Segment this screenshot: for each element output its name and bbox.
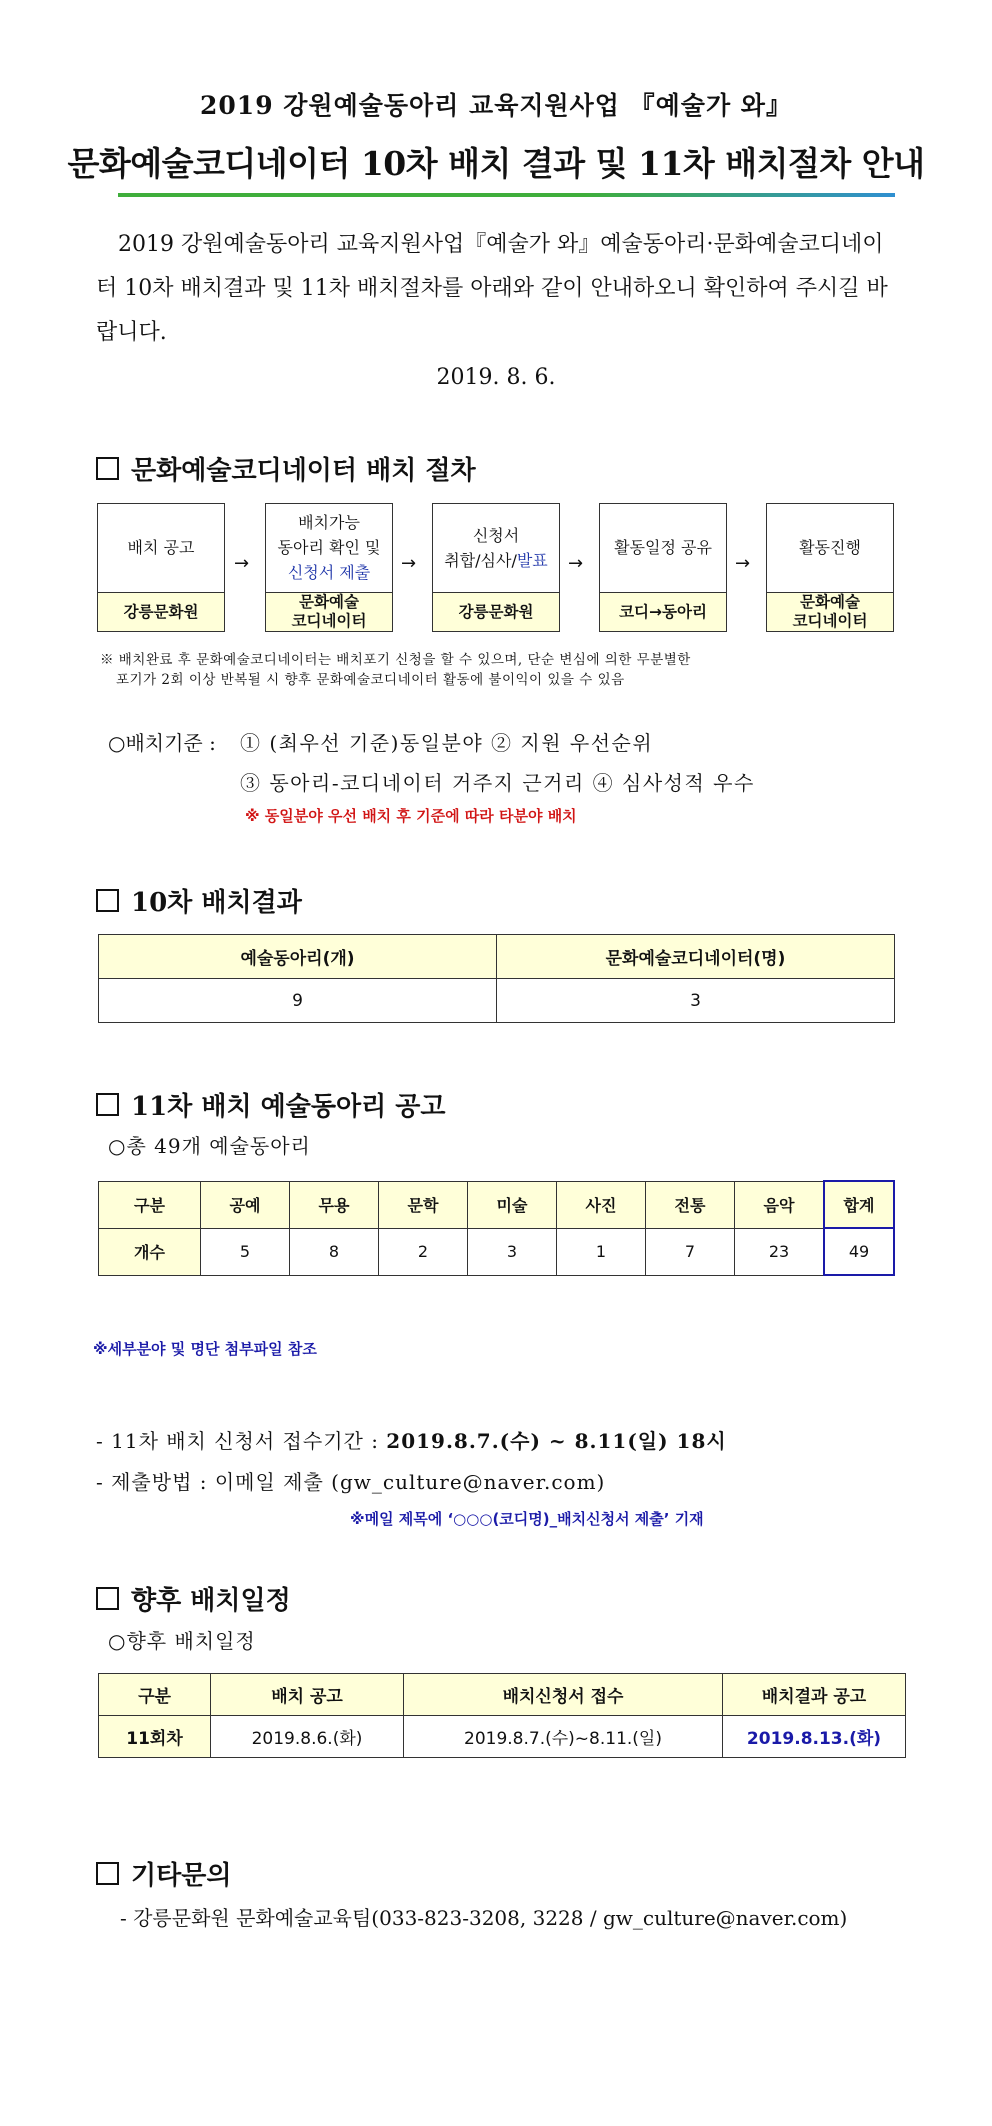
mail-title-note: ※메일 제목에 ‘○○○(코디명)_배치신청서 제출’ 기재: [350, 1510, 704, 1528]
checkbox-icon: [96, 1862, 119, 1885]
announcement-sub: ○총 49개 예술동아리: [108, 1134, 311, 1158]
intro-paragraph: [96, 223, 896, 355]
criteria-note: ※ 동일분야 우선 배치 후 기준에 따라 타분야 배치: [245, 807, 577, 825]
flow-arrow-4: →: [735, 553, 751, 574]
flow-step-1: 배치 공고 강릉문화원: [97, 503, 225, 632]
footnote-attachment: ※세부분야 및 명단 첨부파일 참조: [93, 1340, 317, 1358]
contact-info: - 강릉문화원 문화예술교육팀(033-823-3208, 3228 / gw_culture@naver.com): [120, 1906, 848, 1930]
criteria-line1: ① (최우선 기준)동일분야 ② 지원 우선순위: [240, 731, 654, 755]
section-heading-result: 10차 배치결과: [96, 882, 302, 919]
schedule-sub: ○향후 배치일정: [108, 1629, 256, 1653]
checkbox-icon: [96, 457, 119, 480]
checkbox-icon: [96, 889, 119, 912]
table-row: 9 3: [99, 979, 895, 1023]
flow-step-4: 활동일정 공유 코디→동아리: [599, 503, 727, 632]
submission-method: - 제출방법 : 이메일 제출 (gw_culture@naver.com): [96, 1470, 606, 1494]
procedure-note: ※ 배치완료 후 문화예술코디네이터는 배치포기 신청을 할 수 있으며, 단순 변심에 의한 무분별한 포기가 2회 이상 반복될 시 향후 문화예술코디네이터 활동에 불이익이 있을 수 있음: [100, 652, 691, 688]
criteria-label: ○배치기준 :: [108, 731, 216, 755]
schedule-table: [98, 1673, 906, 1758]
page-title: 문화예술코디네이터 10차 배치 결과 및 11차 배치절차 안내: [67, 144, 925, 183]
section-heading-procedure: 문화예술코디네이터 배치 절차: [96, 450, 476, 487]
checkbox-icon: [96, 1587, 119, 1610]
table-row: 개수 5 8 2 3 1 7 23 49: [99, 1228, 895, 1275]
table-header-row: 구분 배치 공고 배치신청서 접수 배치결과 공고: [99, 1674, 906, 1716]
section-heading-announcement: 11차 배치 예술동아리 공고: [96, 1086, 446, 1123]
flow-step-2: 배치가능 동아리 확인 및 신청서 제출 문화예술 코디네이터: [265, 503, 393, 632]
flow-step-3: 신청서 취합/심사/발표 강릉문화원: [432, 503, 560, 632]
application-period: - 11차 배치 신청서 접수기간 : 2019.8.7.(수) ~ 8.11(일) 18시: [96, 1429, 727, 1453]
table-header-row: 구분 공예 무용 문학 미술 사진 전통 음악 합계: [99, 1181, 895, 1228]
table-row: 11회차 2019.8.6.(화) 2019.8.7.(수)~8.11.(일) 2019.8.13.(화): [99, 1716, 906, 1758]
intro-text: 2019 강원예술동아리 교육지원사업『예술가 와』예술동아리·문화예술코디네이터 10차 배치결과 및 11차 배치절차를 아래와 같이 안내하오니 확인하여 주시길 바랍니다.: [96, 232, 888, 345]
flow-step-5: 활동진행 문화예술 코디네이터: [766, 503, 894, 632]
intro-date: 2019. 8. 6.: [436, 365, 556, 390]
club-count-table: [98, 1180, 895, 1276]
section-heading-contact: 기타문의: [96, 1855, 231, 1892]
table-header-row: 예술동아리(개) 문화예술코디네이터(명): [99, 935, 895, 979]
title-line1: 2019 강원예술동아리 교육지원사업 『예술가 와』: [200, 91, 792, 120]
step3-line2: 취합/심사/발표: [444, 550, 548, 570]
flow-arrow-1: →: [234, 553, 250, 574]
criteria-line2: ③ 동아리-코디네이터 거주지 근거리 ④ 심사성적 우수: [240, 771, 755, 795]
flow-arrow-3: →: [568, 553, 584, 574]
flow-arrow-2: →: [401, 553, 417, 574]
title-underline: [118, 193, 895, 197]
checkbox-icon: [96, 1093, 119, 1116]
result-table: [98, 934, 895, 1023]
section-heading-schedule: 향후 배치일정: [96, 1580, 291, 1617]
